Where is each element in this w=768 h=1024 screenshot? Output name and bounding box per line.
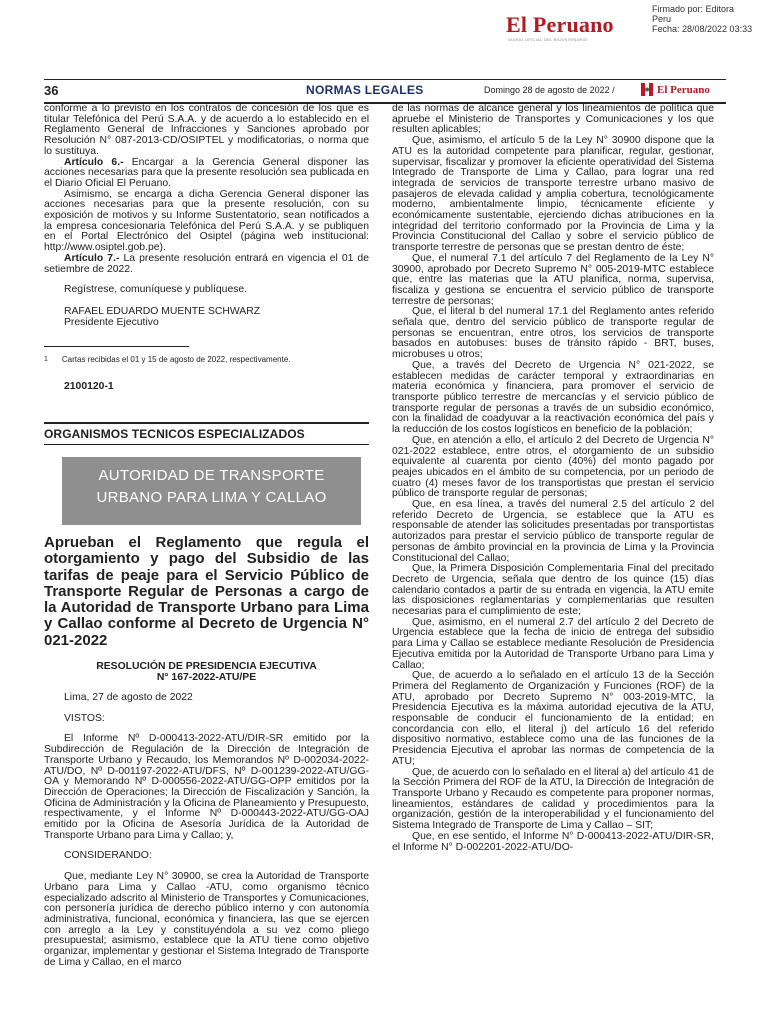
article-label: Artículo 7.- [64,252,120,264]
paragraph: Que, en ese sentido, el Informe N° D-000413-2022-ATU/DIR-SR, el Informe N° D-002201-2022-ATU/DO- [392,830,714,853]
date-place: Lima, 27 de agosto de 2022 [64,692,193,704]
paragraph: Que, asimismo, el artículo 5 de la Ley N° 30900 dispone que la ATU es la autoridad competente para planificar, regular, gestionar, supervisar, fiscalizar y promover la eficiente operatividad del Sistema Integrado de Transporte de Lima y Callao, para lograr una red integrada de servicios de transporte terrestre urbano masivo de pasajeros de elevada calidad y amplia cobertura, tecnológicamente moderno, ambientalmente limpio, técnicamente eficiente y económicamente sustentable, ejerciendo dichas atribuciones en la integridad del territorio conformado por la Provincia de Lima y la Provincia Constitucional del Callao y sobre el servicio público de transporte terrestre de personas que se prestan dentro de éste; [392,135,714,254]
footnote-number: 1 [44,355,48,363]
paragraph [44,254,369,275]
logo-tagline: DIARIO OFICIAL DEL BICENTENARIO [508,37,588,42]
signer-name: RAFAEL EDUARDO MUENTE SCHWARZ [64,305,261,317]
article-text: Encargar a la Gerencia General disponer las acciones necesarias para que la presente resolución sea publicada en el Diario Oficial El Peruano. [44,156,369,189]
el-peruano-logo [498,8,648,44]
signature-line: Fecha: 28/08/2022 03:33 [652,24,753,34]
page-number: 36 [44,83,59,98]
agency-banner [62,457,361,525]
section-heading: ORGANISMOS TECNICOS ESPECIALIZADOS [44,422,369,445]
closing-formula: Regístrese, comuníquese y publíquese. [64,284,248,296]
publication-code: 2100120-1 [64,380,114,392]
digital-signature [652,4,752,34]
paragraph: Que, de acuerdo con lo señalado en el literal a) del artículo 41 de la Sección Primera del ROF de la ATU, la Dirección de Integración de Transporte Urbano y Recaudo es competente para proponer normas, lineamientos, estándares de calidad y procedimientos para la organización, gestión de la interoperabilidad y el funcionamiento del Sistema Integrado de Transporte de Lima y Callao – SIT; [392,766,714,832]
paragraph: Que, a través del Decreto de Urgencia N° 021-2022, se establecen medidas de carácter temporal y extraordinarias en materia económica y financiera, para promover el servicio de transporte público terrestre de mercancías y el servicio público de transporte regular de personas a través de un subsidio económico, con la finalidad de coadyuvar a la reactivación económica del país y la reducción de los costos logísticos en beneficio de la población; [392,359,714,436]
article-text: La presente resolución entrará en vigencia el 01 de setiembre de 2022. [44,252,369,275]
paragraph: Que, el numeral 7.1 del artículo 7 del Reglamento de la Ley N° 30900, aprobado por Decreto Supremo N° 005-2019-MTC establece que, entre las materias que la ATU planifica, norma, supervisa, fiscaliza y gestiona se encuentra el servicio público de transporte terrestre de personas; [392,252,714,307]
resolution-number [44,661,369,683]
vistos-heading: VISTOS: [64,712,105,724]
page-header [44,79,726,104]
paragraph: de las normas de alcance general y los lineamientos de política que apruebe el Ministerio de Transportes y Comunicaciones y los que resulten aplicables; [392,103,714,136]
paragraph [44,158,369,190]
paragraph: Que, la Primera Disposición Complementaria Final del precitado Decreto de Urgencia, señala que dentro de los quince (15) días calendario contados a partir de su entrada en vigencia, la ATU emite las disposiciones reglamentarias y complementarias que resulten necesarias para el cumplimiento de este; [392,563,714,618]
masthead [0,0,768,70]
signer-title: Presidente Ejecutivo [64,316,159,328]
paragraph: El Informe Nº D-000413-2022-ATU/DIR-SR emitido por la Subdirección de Regulación de la Dirección de Integración de Transporte Urbano y Recaudo, los Memorandos Nº D-002034-2022-ATU/DO, Nº D-001197-2022-ATU/DFS, Nº D-001239-2022-ATU/GG-OA y Memorando Nº D-000556-2022-ATU/GG-OPP emitidos por la Dirección de Operaciones; la Dirección de Fiscalización y Sanción, la Oficina de Administración y la Oficina de Planeamiento y Presupuesto, respectivamente, y el Informe Nº D-000443-2022-ATU/GG-OAJ emitido por la Oficina de Asesoría Jurídica de la Autoridad de Transporte Urbano para Lima y Callao; y, [44,733,369,841]
resolution-code: N° 167-2022-ATU/PE [156,672,257,684]
header-brand: El Peruano [657,84,710,96]
paragraph: Que, mediante Ley N° 30900, se crea la Autoridad de Transporte Urbano para Lima y Callao -ATU, como organismo técnico especializado adscrito al Ministerio de Transportes y Comunicaciones, con personería jurídica de derecho público interno y con autonomía administrativa, funcional, económica y financiera, las que se ejercen con arreglo a la Ley y constituyéndola a su vez como pliego presupuestal; asimismo, establece que la ATU tiene como objetivo organizar, implementar y gestionar el Sistema Integrado de Transporte de Lima y Callao, en el marco [44,871,369,968]
paragraph: Que, en atención a ello, el artículo 2 del Decreto de Urgencia N° 021-2022 establece, entre otros, el otorgamiento de un subsidio equivalente al cuarenta por ciento (40%) del monto pagado por peajes ubicados en el ámbito de su competencia, por un periodo de cuatro (4) meses favor de los transportistas que prestan el servicio público de transporte regular de personas; [392,434,714,500]
paragraph: Asimismo, se encarga a dicha Gerencia General disponer las acciones necesarias para que la presente resolución, con su exposición de motivos y su Informe Sustentatorio, sean notificados a la empresa concesionaria Telefónica del Perú S.A.A. y se publiquen en el Portal Electrónico del Osiptel (página web institucional: http://www.osiptel.gob.pe). [44,188,369,254]
footnote [44,355,369,365]
left-column [44,104,369,969]
resolution-type: RESOLUCIÓN DE PRESIDENCIA EJECUTIVA [96,661,317,673]
paragraph: Que, en esa línea, a través del numeral 2.5 del artículo 2 del referido Decreto de Urgencia, se establece que la ATU es responsable de atender las solicitudes presentadas por transportistas autorizados para prestar el servicio público de transporte regular de personas de ámbito provincial en la provincia de Lima y la Provincia Constitucional del Callao; [392,499,714,564]
footnote-divider [44,346,189,347]
agency-name-line: URBANO PARA LIMA Y CALLAO [96,488,327,506]
article-label: Artículo 6.- [64,156,124,168]
logo-wordmark: El Peruano [506,12,614,37]
paragraph: conforme a lo previsto en los contratos de concesión de los que es titular Telefónica del Perú S.A.A. y de acuerdo a lo establecido en el Reglamento General de Infracciones y Sanciones aprobado por Resolución N° 087-2013-CD/OSIPTEL y modificatorias, o norma que lo sustituya. [44,103,369,157]
paragraph: Que, asimismo, en el numeral 2.7 del artículo 2 del Decreto de Urgencia establece que la fecha de inicio de entrega del subsidio para Lima y Callao se establece mediante Resolución de Presidencia Ejecutiva emitida por la Autoridad de Transporte Urbano para Lima y Callao; [392,616,714,671]
coat-of-arms-icon [641,83,653,96]
signature-line: Firmado por: Editora [652,4,735,14]
signer-block [64,306,369,328]
agency-name-line: AUTORIDAD DE TRANSPORTE [98,466,325,484]
right-column [392,104,714,853]
signature-line: Peru [652,14,672,24]
section-title: NORMAS LEGALES [306,83,424,97]
header-date: Domingo 28 de agosto de 2022 / [484,85,615,95]
footnote-text: Cartas recibidas el 01 y 15 de agosto de 2022, respectivamente. [61,354,291,364]
considerando-heading: CONSIDERANDO: [64,850,152,862]
resolution-title: Aprueban el Reglamento que regula el otorgamiento y pago del Subsidio de las tarifas de peaje para el Servicio Público de Transporte Regular de Personas a cargo de la Autoridad de Transporte Urbano para Lima y Callao conforme al Decreto de Urgencia N° 021-2022 [44,533,369,649]
paragraph: Que, el literal b del numeral 17.1 del Reglamento antes referido señala que, dentro del servicio público de transporte regular de personas se encuentran, entre otros, los servicios de transporte basados en autobuses: buses de tránsito rápido - BRT, buses, microbuses u otros; [392,306,714,361]
paragraph: Que, de acuerdo a lo señalado en el artículo 13 de la Sección Primera del Reglamento de Organización y Funciones (ROF) de la ATU, aprobado por Decreto Supremo N° 003-2019-MTC, la Presidencia Ejecutiva es la máxima autoridad ejecutiva de la ATU, responsable de conducir el funcionamiento de la entidad; en concordancia con ello, el literal j) del artículo 16 del referido dispositivo normativo, establece como una de las funciones de la Presidencia Ejecutiva el aprobar las normas de competencia de la ATU; [392,670,714,767]
